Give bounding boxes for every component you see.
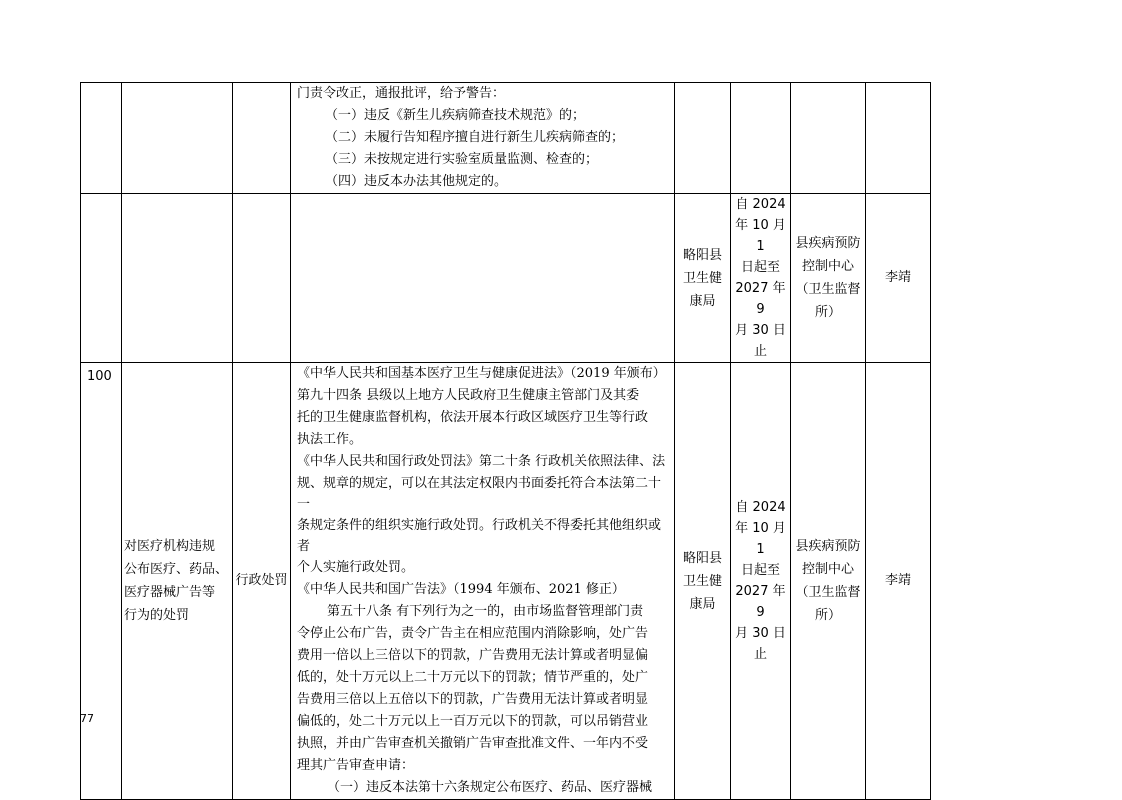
person-name: 李靖 bbox=[884, 270, 911, 285]
basis-line: 《中华人民共和国广告法》（1994 年颁布、2021 修正） bbox=[297, 582, 625, 597]
number-cell bbox=[81, 363, 122, 800]
period-line: 日起至 bbox=[740, 563, 780, 578]
department-line: 康局 bbox=[689, 596, 716, 612]
power-type-cell bbox=[233, 83, 291, 194]
department-cell bbox=[675, 194, 731, 363]
table-row bbox=[81, 363, 931, 800]
agency-line: 所） bbox=[814, 305, 841, 320]
period-line: 月 30 日 bbox=[735, 626, 786, 641]
person-name: 李靖 bbox=[884, 573, 911, 588]
basis-line: 执法工作。 bbox=[297, 432, 363, 447]
page-number: 77 bbox=[80, 712, 94, 725]
basis-line: 条规定条件的组织实施行政处罚。行政机关不得委托其他组织或者 bbox=[297, 518, 662, 554]
agency-line: 所） bbox=[814, 608, 841, 623]
basis-line: 个人实施行政处罚。 bbox=[297, 560, 415, 575]
agency-cell bbox=[791, 83, 866, 194]
item-name-line: 行为的处罚 bbox=[124, 608, 190, 623]
basis-line: （二）未履行告知程序擅自进行新生儿疾病筛查的； bbox=[325, 130, 625, 145]
basis-line: 门责令改正，通报批评，给予警告： bbox=[297, 86, 506, 101]
department-line: 卫生健 bbox=[682, 573, 722, 589]
basis-line: 告费用三倍以上五倍以下的罚款，广告费用无法计算或者明显 bbox=[297, 692, 649, 707]
table-row bbox=[81, 194, 931, 363]
department-cell bbox=[675, 363, 731, 800]
basis-line: 第五十八条 有下列行为之一的，由市场监督管理部门责 bbox=[327, 604, 644, 619]
agency-line: （卫生监督 bbox=[795, 585, 861, 600]
item-name-line: 医疗器械广告等 bbox=[124, 585, 216, 600]
department-cell bbox=[675, 83, 731, 194]
power-list-table bbox=[80, 82, 931, 800]
period-line: 自 2024 bbox=[735, 500, 786, 515]
basis-line: 低的，处十万元以上二十万元以下的罚款；情节严重的，处广 bbox=[297, 670, 649, 685]
number-cell bbox=[81, 83, 122, 194]
period-line: 年 10 月 1 bbox=[735, 521, 786, 557]
person-cell bbox=[866, 194, 931, 363]
power-type-cell bbox=[233, 194, 291, 363]
number-cell bbox=[81, 194, 122, 363]
person-cell bbox=[866, 363, 931, 800]
basis-line: 规、规章的规定，可以在其法定权限内书面委托符合本法第二十一 bbox=[297, 476, 662, 512]
item-name-line: 公布医疗、药品、 bbox=[124, 562, 229, 577]
period-line: 2027 年 9 bbox=[735, 281, 786, 317]
period-line: 止 bbox=[753, 647, 767, 662]
basis-line: （四）违反本办法其他规定的。 bbox=[325, 174, 508, 189]
power-type: 行政处罚 bbox=[235, 573, 288, 588]
basis-line: 费用一倍以上三倍以下的罚款，广告费用无法计算或者明显偏 bbox=[297, 648, 649, 663]
basis-cell bbox=[291, 363, 675, 800]
power-type-cell bbox=[233, 363, 291, 800]
basis-line: 《中华人民共和国行政处罚法》第二十条 行政机关依照法律、法 bbox=[297, 454, 666, 469]
basis-cell bbox=[291, 194, 675, 363]
basis-line: （一）违反本法第十六条规定公布医疗、药品、医疗器械 bbox=[327, 780, 653, 795]
period-line: 2027 年 9 bbox=[735, 584, 786, 620]
agency-line: 控制中心 bbox=[801, 562, 854, 577]
period-line: 年 10 月 1 bbox=[735, 218, 786, 254]
agency-line: 县疾病预防 bbox=[795, 539, 861, 554]
department-line: 略阳县 bbox=[682, 247, 722, 263]
agency-line: 县疾病预防 bbox=[795, 236, 861, 251]
basis-line: 第九十四条 县级以上地方人民政府卫生健康主管部门及其委 bbox=[297, 388, 640, 403]
period-cell bbox=[731, 194, 791, 363]
basis-line: （三）未按规定进行实验室质量监测、检查的； bbox=[325, 152, 599, 167]
agency-line: 控制中心 bbox=[801, 259, 854, 274]
person-cell bbox=[866, 83, 931, 194]
item-name-line: 对医疗机构违规 bbox=[124, 539, 216, 554]
basis-line: 理其广告审查申请： bbox=[297, 758, 415, 773]
item-name-cell bbox=[122, 363, 233, 800]
period-line: 自 2024 bbox=[735, 197, 786, 212]
item-name-cell bbox=[122, 83, 233, 194]
period-cell bbox=[731, 363, 791, 800]
agency-cell bbox=[791, 194, 866, 363]
period-line: 月 30 日 bbox=[735, 323, 786, 338]
agency-line: （卫生监督 bbox=[795, 282, 861, 297]
period-cell bbox=[731, 83, 791, 194]
department-line: 康局 bbox=[689, 293, 716, 309]
basis-line: 偏低的，处二十万元以上一百万元以下的罚款，可以吊销营业 bbox=[297, 714, 649, 729]
department-line: 略阳县 bbox=[682, 550, 722, 566]
period-line: 止 bbox=[753, 344, 767, 359]
basis-line: 执照，并由广告审查机关撤销广告审查批准文件、一年内不受 bbox=[297, 736, 649, 751]
basis-cell bbox=[291, 83, 675, 194]
basis-line: 《中华人民共和国基本医疗卫生与健康促进法》（2019 年颁布） bbox=[297, 366, 666, 381]
item-name-cell bbox=[122, 194, 233, 363]
basis-line: （一）违反《新生儿疾病筛查技术规范》的； bbox=[325, 108, 586, 123]
agency-cell bbox=[791, 363, 866, 800]
basis-line: 令停止公布广告，责令广告主在相应范围内消除影响，处广告 bbox=[297, 626, 649, 641]
item-number: 100 bbox=[87, 369, 112, 384]
table-row bbox=[81, 83, 931, 194]
period-line: 日起至 bbox=[740, 260, 780, 275]
department-line: 卫生健 bbox=[682, 270, 722, 286]
basis-line: 托的卫生健康监督机构，依法开展本行政区域医疗卫生等行政 bbox=[297, 410, 649, 425]
